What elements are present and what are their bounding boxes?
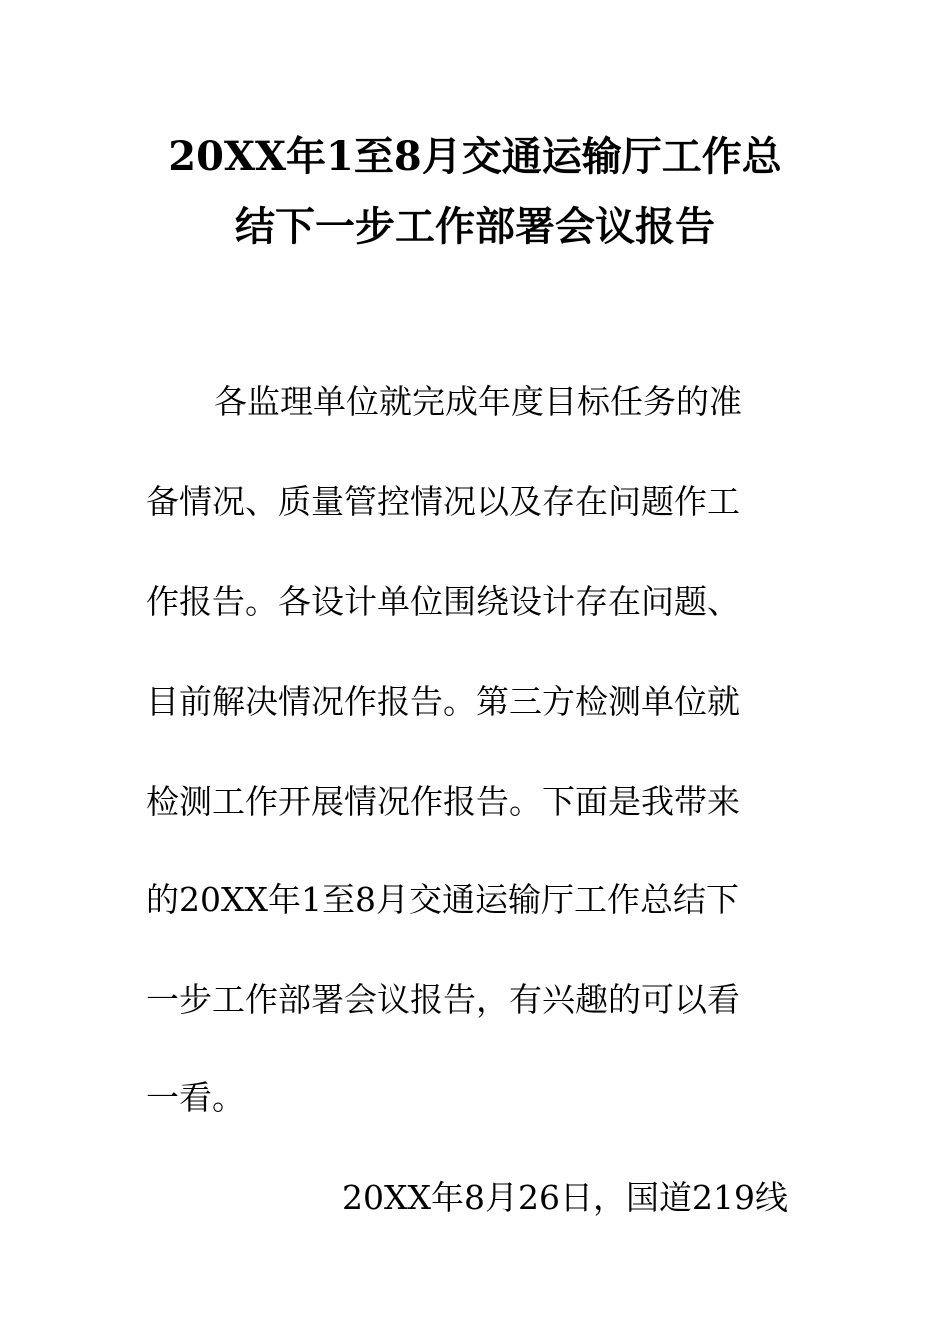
closing-line: 20XX年8月26日，国道219线 xyxy=(342,1178,788,1217)
body-line-6: 的20XX年1至8月交通运输厅工作总结下 xyxy=(146,880,739,919)
body-line-1: 各监理单位就完成年度目标任务的准 xyxy=(214,382,742,421)
body-line-2: 备情况、质量管控情况以及存在问题作工 xyxy=(146,482,740,521)
document-title-line-1: 20XX年1至8月交通运输厅工作总 xyxy=(168,133,782,180)
body-line-3: 作报告。各设计单位围绕设计存在问题、 xyxy=(146,582,740,621)
body-line-5: 检测工作开展情况作报告。下面是我带来 xyxy=(146,782,740,821)
body-line-4: 目前解决情况作报告。第三方检测单位就 xyxy=(146,682,740,721)
body-line-7: 一步工作部署会议报告，有兴趣的可以看 xyxy=(146,980,740,1019)
body-line-8: 一看。 xyxy=(146,1078,245,1117)
document-title-line-2: 结下一步工作部署会议报告 xyxy=(235,203,715,250)
